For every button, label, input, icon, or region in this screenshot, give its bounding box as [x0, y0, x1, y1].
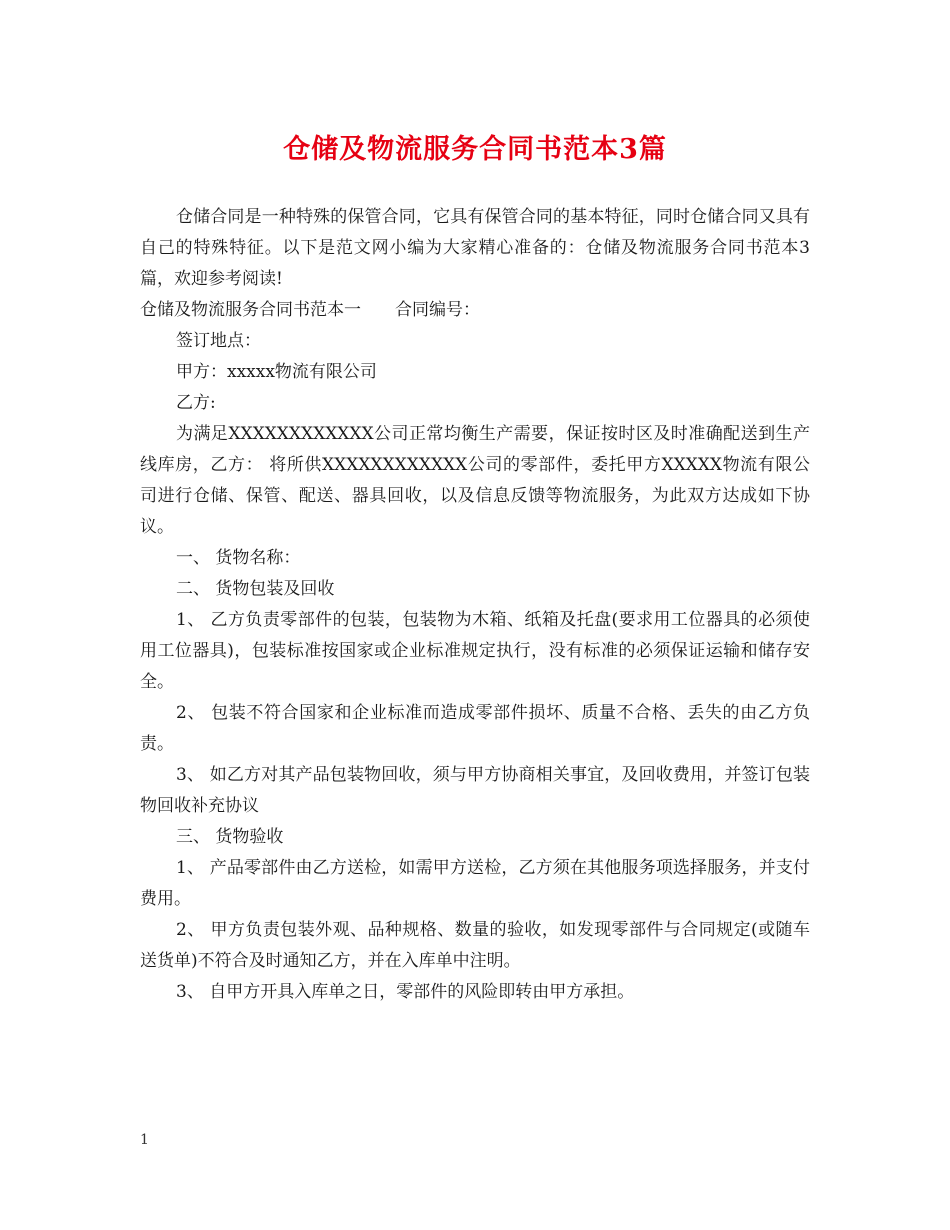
document-body [140, 202, 810, 1008]
intro-paragraph: 仓储合同是一种特殊的保管合同，它具有保管合同的基本特征，同时仓储合同又具有自己的特殊特征。以下是范文网小编为大家精心准备的：仓储及物流服务合同书范本3篇，欢迎参考阅读! [140, 207, 810, 289]
packaging-item-2: 2、 包装不符合国家和企业标准而造成零部件损坏、质量不合格、丢失的由乙方负责。 [140, 703, 810, 754]
contract-heading: 仓储及物流服务合同书范本一 合同编号： [140, 300, 480, 320]
packaging-item-3: 3、 如乙方对其产品包装物回收，须与甲方协商相关事宜，及回收费用，并签订包装物回收补充协议 [140, 765, 810, 816]
document-title: 仓储及物流服务合同书范本3篇 [283, 134, 667, 165]
section-packaging: 二、 货物包装及回收 [176, 579, 335, 599]
section-inspection: 三、 货物验收 [176, 827, 284, 847]
packaging-item-1: 1、 乙方负责零部件的包装，包装物为木箱、纸箱及托盘(要求用工位器具的必须使用工位器具)，包装标准按国家或企业标准规定执行，没有标准的必须保证运输和储存安全。 [140, 610, 810, 692]
party-b: 乙方: [176, 393, 216, 413]
inspection-item-1: 1、 产品零部件由乙方送检，如需甲方送检，乙方须在其他服务项选择服务，并支付费用。 [140, 858, 810, 909]
page-number: 1 [140, 1132, 149, 1148]
signing-location: 签订地点： [176, 331, 261, 351]
inspection-item-3: 3、 自甲方开具入库单之日，零部件的风险即转由甲方承担。 [176, 982, 635, 1002]
inspection-item-2: 2、 甲方负责包装外观、品种规格、数量的验收，如发现零部件与合同规定(或随车送货单)不符合及时通知乙方，并在入库单中注明。 [140, 920, 810, 971]
purpose-paragraph: 为满足XXXXXXXXXXXX公司正常均衡生产需要，保证按时区及时准确配送到生产线库房，乙方： 将所供XXXXXXXXXXXX公司的零部件，委托甲方XXXXX物流有限公司进行仓储、保管、配送、器具回收，以及信息反馈等物流服务，为此双方达成如下协议。 [140, 424, 810, 537]
section-goods-name: 一、 货物名称： [176, 548, 301, 568]
party-a: 甲方：xxxxx物流有限公司 [176, 362, 377, 382]
